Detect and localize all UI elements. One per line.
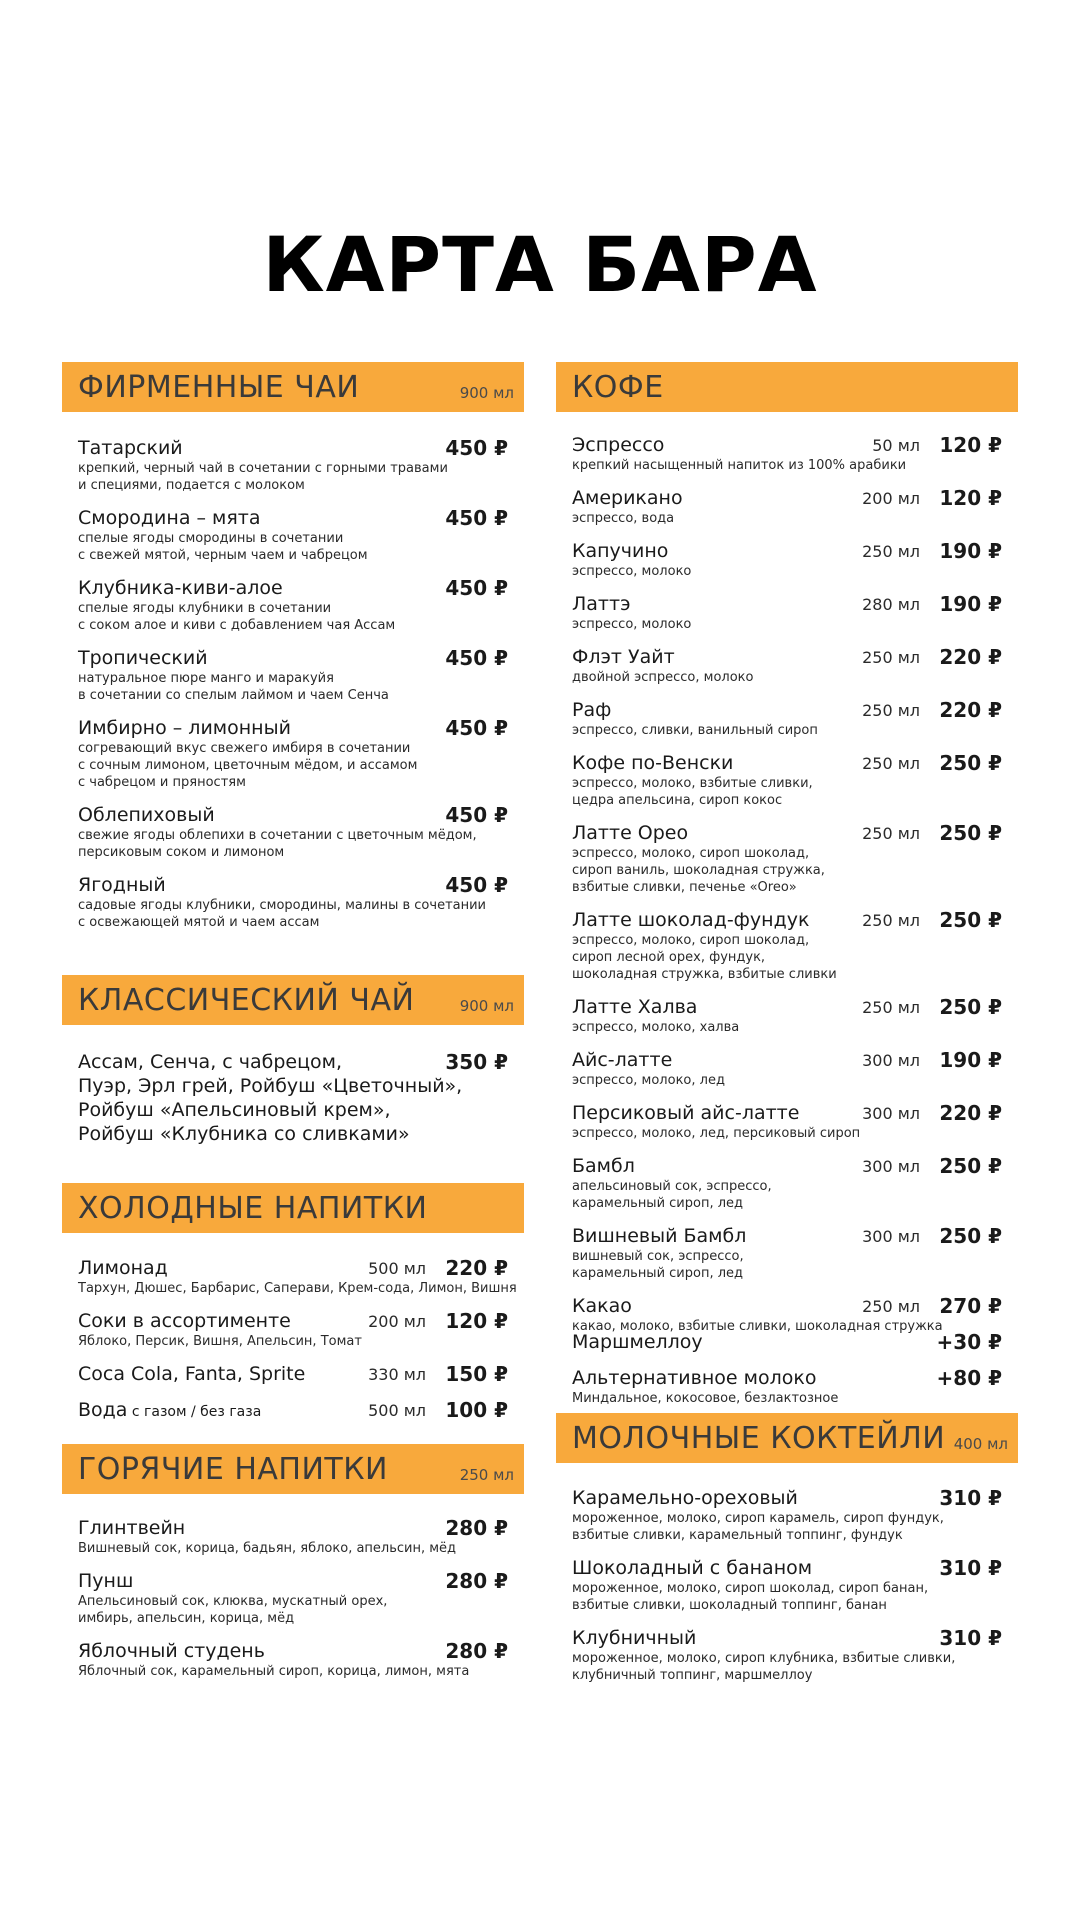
classic-tea-list [78, 1050, 508, 1146]
item-description: натуральное пюре манго и маракуйя [78, 671, 334, 686]
item-name: Латте шоколад-фундук [572, 909, 810, 931]
item-description: мороженное, молоко, сироп карамель, сироп фундук, [572, 1511, 944, 1526]
menu-item [78, 1516, 508, 1557]
menu-item [572, 433, 1002, 474]
item-description: эспрессо, молоко, сироп шоколад, [572, 846, 810, 861]
item-price: 450 ₽ [445, 436, 508, 460]
item-name: Клубничный [572, 1627, 697, 1649]
classic-tea-line: Пуэр, Эрл грей, Ройбуш «Цветочный», [78, 1075, 463, 1097]
item-price: 310 ₽ [939, 1626, 1002, 1650]
milkshakes-title: МОЛОЧНЫЕ КОКТЕЙЛИ [572, 1421, 946, 1456]
item-description: Тархун, Дюшес, Барбарис, Саперави, Крем-сода, Лимон, Вишня [78, 1281, 517, 1296]
item-price: 450 ₽ [445, 873, 508, 897]
menu-item [572, 1101, 1002, 1142]
item-description: в сочетании со спелым лаймом и чаем Сенча [78, 688, 389, 703]
hot-drinks-volume: 250 мл [459, 1466, 514, 1484]
item-description: эспрессо, молоко, сироп шоколад, [572, 933, 810, 948]
item-description: Яблочный сок, карамельный сироп, корица, лимон, мята [78, 1664, 470, 1679]
item-description: с сочным лимоном, цветочным мёдом, и ассамом [78, 758, 418, 773]
item-price: 310 ₽ [939, 1556, 1002, 1580]
item-price: 100 ₽ [445, 1398, 508, 1422]
item-volume: 200 мл [862, 489, 920, 508]
item-price: 220 ₽ [939, 1101, 1002, 1125]
classic-tea-price: 350 ₽ [445, 1050, 508, 1074]
item-price: 120 ₽ [939, 486, 1002, 510]
item-price: 220 ₽ [939, 645, 1002, 669]
item-description: сироп ваниль, шоколадная стружка, [572, 863, 825, 878]
menu-item [572, 698, 1002, 739]
milkshakes-header [556, 1413, 1018, 1463]
hot-drinks-title: ГОРЯЧИЕ НАПИТКИ [78, 1452, 388, 1487]
item-volume: 250 мл [862, 542, 920, 561]
item-name: Coca Cola, Fanta, Sprite [78, 1363, 306, 1385]
item-price: 450 ₽ [445, 506, 508, 530]
item-name-suffix: с газом / без газа [127, 1404, 262, 1420]
menu-item [572, 1366, 1002, 1407]
item-description: имбирь, апельсин, корица, мёд [78, 1611, 295, 1626]
item-price: 220 ₽ [445, 1256, 508, 1280]
item-description: эспрессо, молоко [572, 564, 692, 579]
item-volume: 200 мл [368, 1312, 426, 1331]
item-description: апельсиновый сок, эспрессо, [572, 1179, 772, 1194]
item-name: Смородина – мята [78, 507, 261, 529]
classic-tea-line: Ассам, Сенча, с чабрецом, [78, 1051, 343, 1073]
item-volume: 250 мл [862, 911, 920, 930]
item-name: Клубника-киви-алое [78, 577, 283, 599]
item-price: 280 ₽ [445, 1639, 508, 1663]
item-description: свежие ягоды облепихи в сочетании с цветочным мёдом, [78, 828, 477, 843]
classic-tea-volume: 900 мл [459, 997, 514, 1015]
item-volume: 300 мл [862, 1051, 920, 1070]
item-name: Альтернативное молоко [572, 1367, 817, 1389]
item-name: Латте Халва [572, 996, 698, 1018]
signature-teas-volume: 900 мл [459, 384, 514, 402]
item-price: 280 ₽ [445, 1516, 508, 1540]
item-name: Шоколадный с бананом [572, 1557, 813, 1579]
menu-item [78, 1309, 508, 1350]
item-volume: 50 мл [872, 436, 920, 455]
classic-tea-title: КЛАССИЧЕСКИЙ ЧАЙ [78, 983, 415, 1018]
item-volume: 300 мл [862, 1104, 920, 1123]
item-name: Карамельно-ореховый [572, 1487, 798, 1509]
item-description: и специями, подается с молоком [78, 478, 305, 493]
item-name: Бамбл [572, 1155, 635, 1177]
menu-item [78, 506, 508, 564]
hot-drinks-header [62, 1444, 524, 1494]
item-name: Глинтвейн [78, 1517, 186, 1539]
item-price: 250 ₽ [939, 821, 1002, 845]
item-name: Айс-латте [572, 1049, 673, 1071]
item-description: садовые ягоды клубники, смородины, малины в сочетании [78, 898, 487, 913]
milkshakes-volume: 400 мл [953, 1435, 1008, 1453]
classic-tea-line: Ройбуш «Апельсиновый крем», [78, 1099, 391, 1121]
item-description: крепкий насыщенный напиток из 100% арабики [572, 458, 907, 473]
item-description: эспрессо, сливки, ванильный сироп [572, 723, 818, 738]
item-price: 120 ₽ [939, 433, 1002, 457]
item-description: эспрессо, молоко, халва [572, 1020, 740, 1035]
menu-item [78, 1256, 517, 1297]
menu-item [572, 1556, 1002, 1614]
item-name: Американо [572, 487, 683, 509]
item-price: 150 ₽ [445, 1362, 508, 1386]
item-price: 190 ₽ [939, 1048, 1002, 1072]
item-name: Маршмеллоу [572, 1331, 703, 1353]
menu-item [78, 716, 508, 791]
item-description: сироп лесной орех, фундук, [572, 950, 766, 965]
item-name: Флэт Уайт [572, 646, 675, 668]
coffee-title: КОФЕ [572, 370, 664, 405]
menu-item [572, 539, 1002, 580]
item-price: 250 ₽ [939, 908, 1002, 932]
item-name: Соки в ассортименте [78, 1310, 291, 1332]
item-description: персиковым соком и лимоном [78, 845, 285, 860]
item-volume: 280 мл [862, 595, 920, 614]
item-name: Раф [572, 699, 612, 721]
item-description: с свежей мятой, черным чаем и чабрецом [78, 548, 368, 563]
menu-item [78, 576, 508, 634]
signature-teas-header [62, 362, 524, 412]
menu-item [78, 1362, 508, 1386]
item-price: 250 ₽ [939, 751, 1002, 775]
item-price: 120 ₽ [445, 1309, 508, 1333]
menu-item [78, 436, 508, 494]
item-name: Ягодный [78, 874, 166, 896]
item-description: клубничный топпинг, маршмеллоу [572, 1668, 813, 1683]
menu-item [572, 1330, 1002, 1354]
item-description: с чабрецом и пряностям [78, 775, 246, 790]
item-volume: 500 мл [368, 1259, 426, 1278]
menu-item [78, 646, 508, 704]
item-name: Кофе по-Венски [572, 752, 734, 774]
item-price: 250 ₽ [939, 1154, 1002, 1178]
item-price: 270 ₽ [939, 1294, 1002, 1318]
item-description: эспрессо, молоко, взбитые сливки, [572, 776, 813, 791]
menu-item [572, 1294, 1002, 1335]
item-description: взбитые сливки, шоколадный топпинг, банан [572, 1598, 887, 1613]
item-name: Латте Орео [572, 822, 689, 844]
item-description: эспрессо, молоко, лед, персиковый сироп [572, 1126, 861, 1141]
item-name: Татарский [78, 437, 183, 459]
item-volume: 500 мл [368, 1401, 426, 1420]
menu-item [572, 1154, 1002, 1212]
menu-item [78, 1398, 508, 1424]
item-name: Капучино [572, 540, 669, 562]
item-description: карамельный сироп, лед [572, 1196, 744, 1211]
item-price: 220 ₽ [939, 698, 1002, 722]
item-name: Вишневый Бамбл [572, 1225, 747, 1247]
item-description: мороженное, молоко, сироп шоколад, сироп банан, [572, 1581, 929, 1596]
menu-item [572, 486, 1002, 527]
item-name: Персиковый айс-латте [572, 1102, 800, 1124]
item-description: шоколадная стружка, взбитые сливки [572, 967, 837, 982]
item-name: Облепиховый [78, 804, 215, 826]
signature-teas-title: ФИРМЕННЫЕ ЧАИ [78, 370, 360, 405]
item-name: Вода с газом / без газа [78, 1399, 262, 1421]
item-price: 450 ₽ [445, 576, 508, 600]
item-price: 280 ₽ [445, 1569, 508, 1593]
item-description: спелые ягоды клубники в сочетании [78, 601, 332, 616]
item-description: Апельсиновый сок, клюква, мускатный орех, [78, 1594, 388, 1609]
item-volume: 250 мл [862, 998, 920, 1017]
item-description: эспрессо, вода [572, 511, 675, 526]
item-price: +80 ₽ [936, 1366, 1002, 1390]
item-name: Лимонад [78, 1257, 168, 1279]
classic-tea-header [62, 975, 524, 1025]
item-description: Миндальное, кокосовое, безлактозное [572, 1391, 839, 1406]
menu-item [572, 908, 1002, 983]
item-price: 190 ₽ [939, 539, 1002, 563]
item-volume: 250 мл [862, 648, 920, 667]
menu-item [78, 1569, 508, 1627]
item-volume: 300 мл [862, 1227, 920, 1246]
menu-item [78, 873, 508, 931]
item-description: мороженное, молоко, сироп клубника, взбитые сливки, [572, 1651, 956, 1666]
menu-item [78, 1639, 508, 1680]
item-name: Латтэ [572, 593, 631, 615]
page-title: КАРТА БАРА [262, 220, 818, 309]
item-price: 190 ₽ [939, 592, 1002, 616]
menu-item [572, 1486, 1002, 1544]
item-name: Имбирно – лимонный [78, 717, 291, 739]
menu-item [572, 821, 1002, 896]
item-description: Яблоко, Персик, Вишня, Апельсин, Томат [78, 1334, 362, 1349]
item-price: 250 ₽ [939, 995, 1002, 1019]
item-price: 450 ₽ [445, 716, 508, 740]
menu-item [572, 1048, 1002, 1089]
menu-item [572, 751, 1002, 809]
item-description: карамельный сироп, лед [572, 1266, 744, 1281]
menu-item [572, 645, 1002, 686]
item-volume: 300 мл [862, 1157, 920, 1176]
menu-item [572, 1626, 1002, 1684]
item-description: эспрессо, молоко [572, 617, 692, 632]
cold-drinks-header [62, 1183, 524, 1233]
item-price: 250 ₽ [939, 1224, 1002, 1248]
item-description: какао, молоко, взбитые сливки, шоколадная стружка [572, 1319, 943, 1334]
item-volume: 250 мл [862, 1297, 920, 1316]
item-name: Тропический [78, 647, 208, 669]
cold-drinks-title: ХОЛОДНЫЕ НАПИТКИ [78, 1191, 428, 1226]
menu-item [572, 995, 1002, 1036]
item-description: с соком алое и киви с добавлением чая Ассам [78, 618, 396, 633]
menu-item [572, 1224, 1002, 1282]
item-description: взбитые сливки, печенье «Oreo» [572, 880, 797, 895]
item-volume: 330 мл [368, 1365, 426, 1384]
item-description: с освежающей мятой и чаем ассам [78, 915, 320, 930]
item-name: Какао [572, 1295, 632, 1317]
menu-item [78, 803, 508, 861]
item-name: Яблочный студень [78, 1640, 265, 1662]
item-volume: 250 мл [862, 824, 920, 843]
item-name: Эспрессо [572, 434, 665, 456]
menu-item [572, 592, 1002, 633]
item-price: 310 ₽ [939, 1486, 1002, 1510]
item-price: +30 ₽ [936, 1330, 1002, 1354]
item-description: вишневый сок, эспрессо, [572, 1249, 744, 1264]
item-volume: 250 мл [862, 701, 920, 720]
item-price: 450 ₽ [445, 646, 508, 670]
coffee-header [556, 362, 1018, 412]
item-description: взбитые сливки, карамельный топпинг, фундук [572, 1528, 903, 1543]
item-description: двойной эспрессо, молоко [572, 670, 754, 685]
classic-tea-line: Ройбуш «Клубника со сливками» [78, 1123, 410, 1145]
item-description: спелые ягоды смородины в сочетании [78, 531, 344, 546]
item-volume: 250 мл [862, 754, 920, 773]
item-description: Вишневый сок, корица, бадьян, яблоко, апельсин, мёд [78, 1541, 457, 1556]
item-name: Пунш [78, 1570, 134, 1592]
item-description: крепкий, черный чай в сочетании с горными травами [78, 461, 448, 476]
item-price: 450 ₽ [445, 803, 508, 827]
item-description: эспрессо, молоко, лед [572, 1073, 725, 1088]
item-description: согревающий вкус свежего имбиря в сочетании [78, 741, 411, 756]
item-description: цедра апельсина, сироп кокос [572, 793, 783, 808]
